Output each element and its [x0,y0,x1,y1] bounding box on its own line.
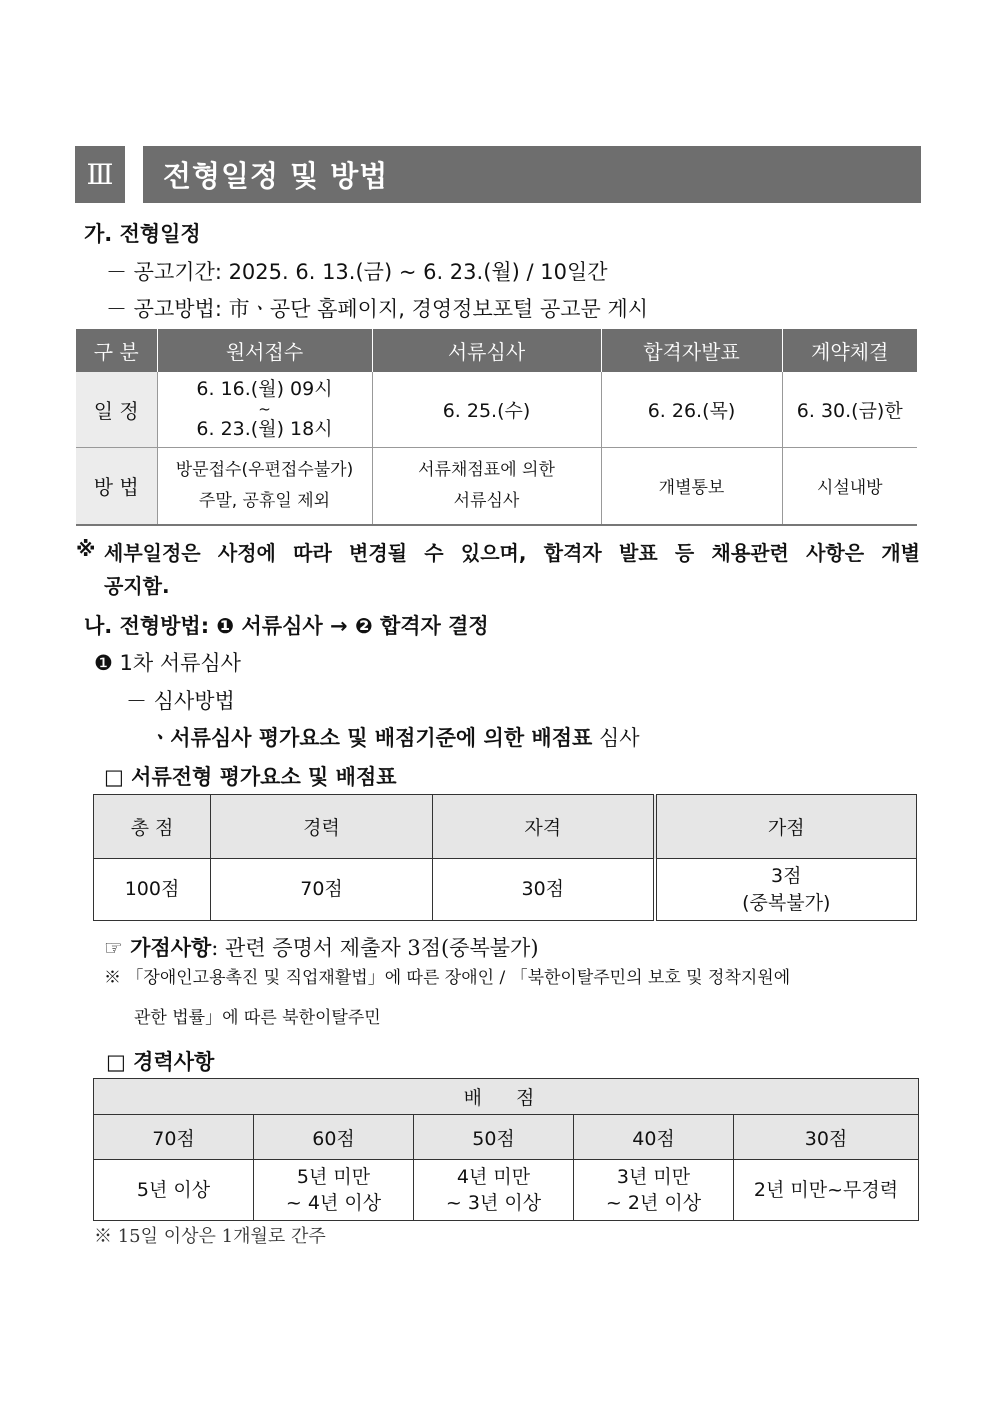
score-table-header [94,795,917,859]
header-category: 구 분 [76,329,157,372]
review-method [372,447,601,525]
career-range-60-line2: ~ 4년 이상 [285,1192,382,1214]
career-range-30-line1: 2년 미만~무경력 [753,1179,899,1201]
score-license: 30점 [433,859,655,921]
career-range-70 [94,1160,254,1221]
header-apply: 원서접수 [157,329,372,372]
career-range-50 [414,1160,574,1221]
score-section-title: □ 서류전형 평가요소 및 배점표 [104,765,397,789]
career-range-40 [574,1160,734,1221]
section-number: Ⅲ [75,146,125,203]
score-career: 70점 [211,859,433,921]
apply-method-line1: 방문접수(우편접수불가) [175,459,354,480]
apply-dates [157,372,372,447]
score-header-license: 자격 [433,795,655,859]
bonus-line2: 관한 법률」에 따른 북한이탈주민 [134,1008,381,1028]
score-bonus [655,859,917,921]
method-heading: 나. 전형방법: ❶ 서류심사 → ❷ 합격자 결정 [84,614,489,638]
announce-method: 개별통보 [601,447,782,525]
bonus-line1: ※ 「장애인고용촉진 및 직업재활법」에 따른 장애인 / 「북한이탈주민의 보호 및 정착지원에 [104,968,791,988]
apply-end: 6. 23.(월) 18시 [196,418,333,441]
career-score-60: 60점 [254,1115,414,1160]
step1-bullet-bold: ㆍ서류심사 평가요소 및 배점기준에 의한 배점표 [150,726,593,750]
apply-start: 6. 16.(월) 09시 [196,378,333,401]
score-table [93,794,917,921]
career-range-40-line2: ~ 2년 이상 [605,1192,702,1214]
schedule-heading: 가. 전형일정 [84,222,201,246]
contract-method: 시설내방 [782,447,917,525]
career-header-score: 배 점 [94,1079,919,1115]
career-range-40-line1: 3년 미만 [616,1166,691,1188]
career-score-40: 40점 [574,1115,734,1160]
career-range-50-line2: ~ 3년 이상 [445,1192,542,1214]
career-footnote: ※ 15일 이상은 1개월로 간주 [94,1226,326,1247]
section-title: 전형일정 및 방법 [143,146,921,203]
step1-title: ❶ 1차 서류심사 [94,651,241,675]
career-range-70-line1: 5년 이상 [136,1179,211,1201]
schedule-table-header [76,329,917,372]
schedule-row-dates [76,372,917,447]
header-review: 서류심사 [372,329,601,372]
header-announce: 합격자발표 [601,329,782,372]
announce-date: 6. 26.(목) [601,372,782,447]
apply-tilde: ~ [258,400,271,419]
row-label-dates: 일 정 [76,372,157,447]
schedule-method: － 공고방법: 市ㆍ공단 홈페이지, 경영정보포털 공고문 게시 [106,297,649,321]
row-label-method: 방 법 [76,447,157,525]
career-score-70: 70점 [94,1115,254,1160]
career-header-top [94,1079,919,1115]
career-range-30 [734,1160,919,1221]
step1-bullet-rest: 심사 [592,726,640,750]
career-range-60 [254,1160,414,1221]
score-bonus-note: (중복불가) [742,891,831,914]
career-section-title: □ 경력사항 [106,1050,215,1074]
schedule-table [76,329,917,526]
header-contract: 계약체결 [782,329,917,372]
schedule-row-method [76,447,917,525]
score-total: 100점 [94,859,211,921]
notice-line1: 세부일정은 사정에 따라 변경될 수 있으며, 합격자 발표 등 채용관련 사항은 개별 [104,541,920,565]
notice-mark: ※ [76,537,96,561]
review-method-line2: 서류심사 [453,490,520,511]
career-range-50-line1: 4년 미만 [456,1166,531,1188]
score-header-total: 총 점 [94,795,211,859]
career-table [93,1078,919,1221]
review-method-line1: 서류채점표에 의한 [418,459,555,480]
schedule-period: － 공고기간: 2025. 6. 13.(금) ~ 6. 23.(월) / 10일간 [106,260,608,284]
career-score-50: 50점 [414,1115,574,1160]
career-header-scores [94,1115,919,1160]
score-header-career: 경력 [211,795,433,859]
notice-line2: 공지함. [104,574,170,598]
score-bonus-value: 3점 [771,864,802,887]
apply-method [157,447,372,525]
score-table-row [94,859,917,921]
bonus-title [104,932,539,962]
apply-method-line2: 주말, 공휴일 제외 [198,490,331,511]
step1-sub: － 심사방법 [126,689,235,713]
career-ranges-row [94,1160,919,1221]
bonus-title-bold: ☞ 가점사항 [104,936,212,960]
contract-date: 6. 30.(금)한 [782,372,917,447]
score-header-bonus: 가점 [655,795,917,859]
career-range-60-line1: 5년 미만 [296,1166,371,1188]
step1-bullet [150,722,640,752]
review-date: 6. 25.(수) [372,372,601,447]
bonus-title-rest: : 관련 증명서 제출자 3점(중복불가) [211,936,539,960]
career-score-30: 30점 [734,1115,919,1160]
